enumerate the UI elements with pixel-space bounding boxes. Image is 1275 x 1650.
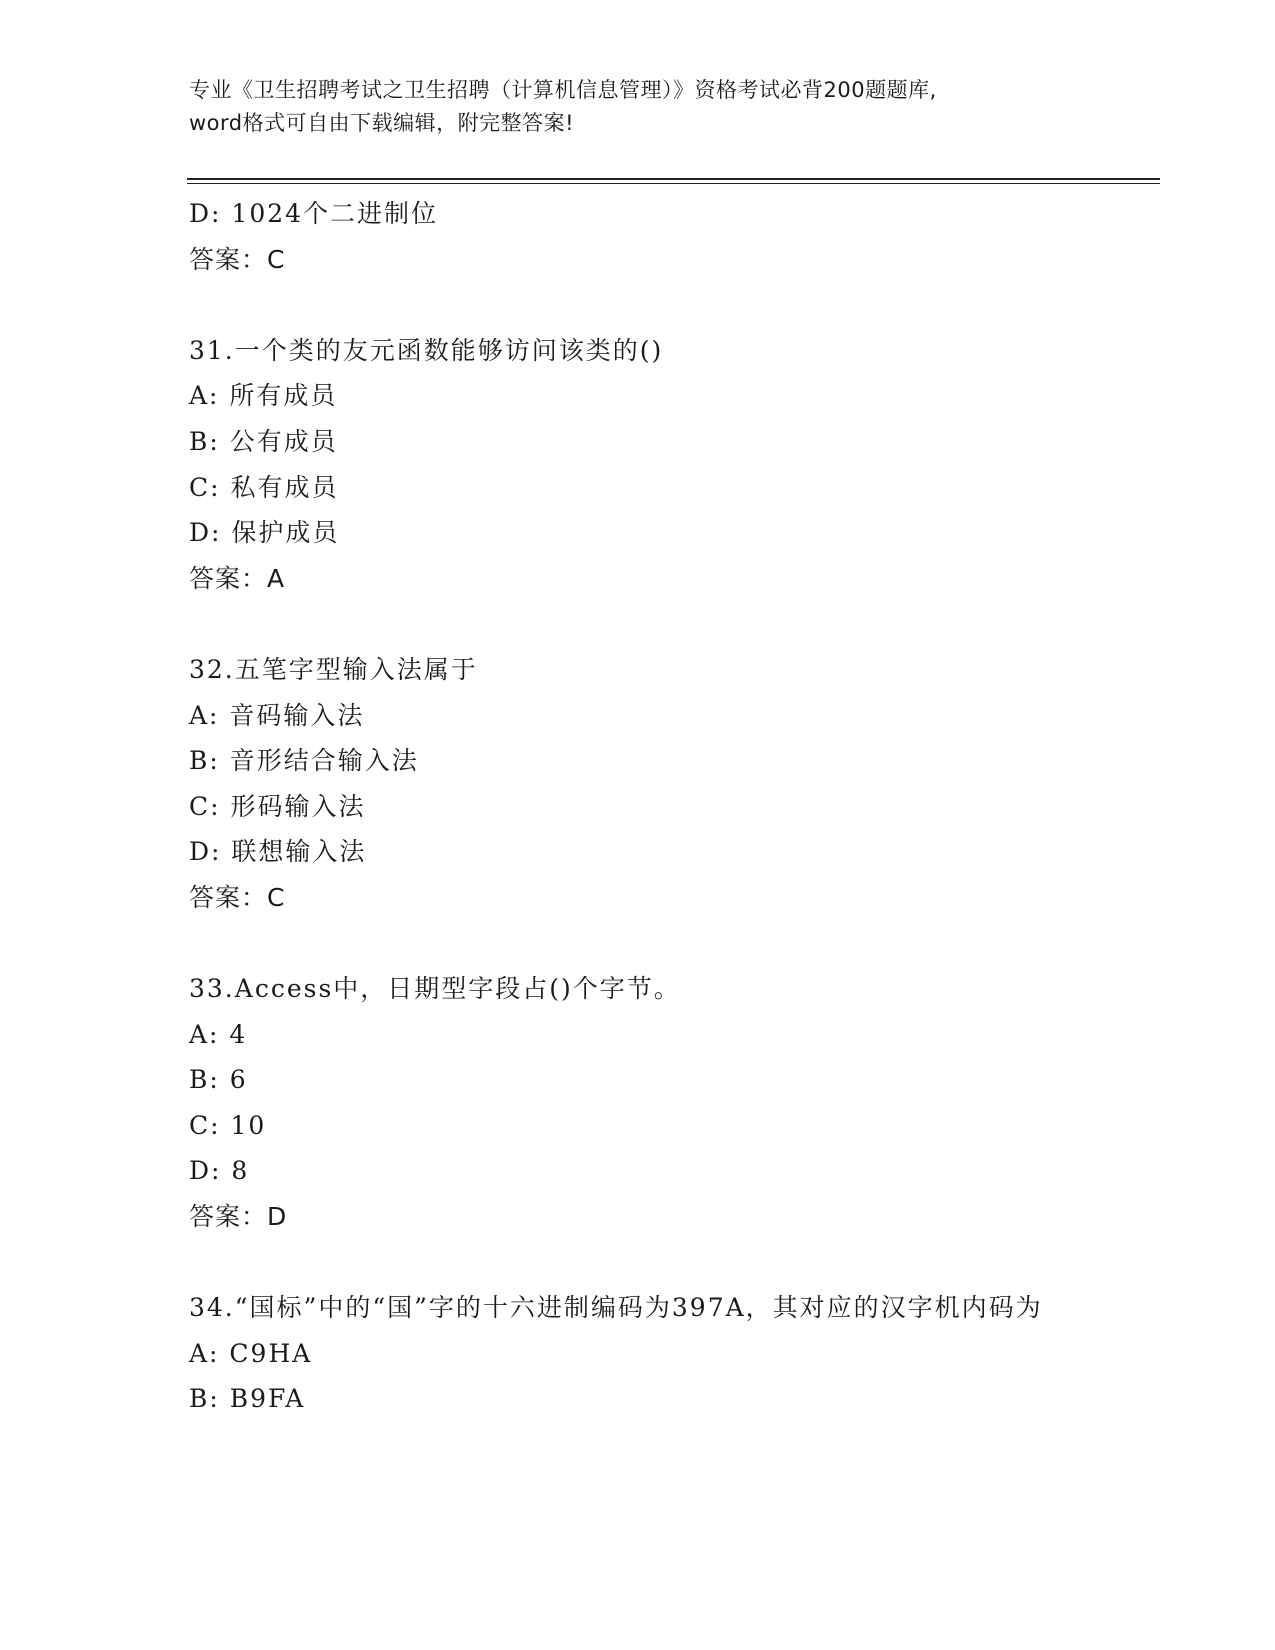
q31-question: 31.一个类的友元函数能够访问该类的() bbox=[189, 335, 664, 365]
q32-option-a: A: 音码输入法 bbox=[189, 700, 365, 730]
q34-option-b: B: B9FA bbox=[189, 1384, 306, 1414]
q32-answer: 答案：C bbox=[189, 882, 286, 912]
question-34 bbox=[189, 1285, 1109, 1422]
spacer bbox=[189, 282, 1109, 328]
q31-option-d: D: 保护成员 bbox=[189, 518, 340, 548]
q32-question: 32.五笔字型输入法属于 bbox=[189, 654, 478, 684]
spacer bbox=[189, 601, 1109, 647]
q32-option-d: D: 联想输入法 bbox=[189, 837, 367, 867]
q34-question: 34.“国标”中的“国”字的十六进制编码为397A，其对应的汉字机内码为 bbox=[189, 1293, 1043, 1323]
document-header bbox=[189, 74, 1089, 140]
q33-option-c: C: 10 bbox=[189, 1110, 267, 1140]
question-list bbox=[189, 191, 1109, 1422]
header-title-line-1: 专业《卫生招聘考试之卫生招聘（计算机信息管理）》资格考试必背200题题库, bbox=[189, 78, 937, 102]
q30-answer: 答案：C bbox=[189, 244, 286, 274]
q33-option-d: D: 8 bbox=[189, 1156, 250, 1186]
q33-answer: 答案：D bbox=[189, 1202, 288, 1232]
header-title-line-2: word格式可自由下载编辑，附完整答案! bbox=[189, 111, 575, 135]
q34-option-a: A: C9HA bbox=[189, 1338, 313, 1368]
q32-option-c: C: 形码输入法 bbox=[189, 791, 366, 821]
q31-option-c: C: 私有成员 bbox=[189, 472, 339, 502]
q31-answer: 答案：A bbox=[189, 563, 286, 593]
q33-question: 33.Access中，日期型字段占()个字节。 bbox=[189, 974, 681, 1004]
header-divider-thick bbox=[187, 178, 1160, 180]
q31-option-a: A: 所有成员 bbox=[189, 381, 338, 411]
spacer bbox=[189, 921, 1109, 967]
question-32 bbox=[189, 647, 1109, 921]
spacer bbox=[189, 1240, 1109, 1286]
q30-option-d: D: 1024个二进制位 bbox=[189, 199, 439, 228]
question-33 bbox=[189, 966, 1109, 1240]
q32-option-b: B: 音形结合输入法 bbox=[189, 746, 419, 776]
q31-option-b: B: 公有成员 bbox=[189, 426, 338, 456]
question-31 bbox=[189, 328, 1109, 602]
q33-option-b: B: 6 bbox=[189, 1065, 248, 1095]
q33-option-a: A: 4 bbox=[189, 1019, 248, 1049]
header-divider-thin bbox=[187, 183, 1160, 184]
